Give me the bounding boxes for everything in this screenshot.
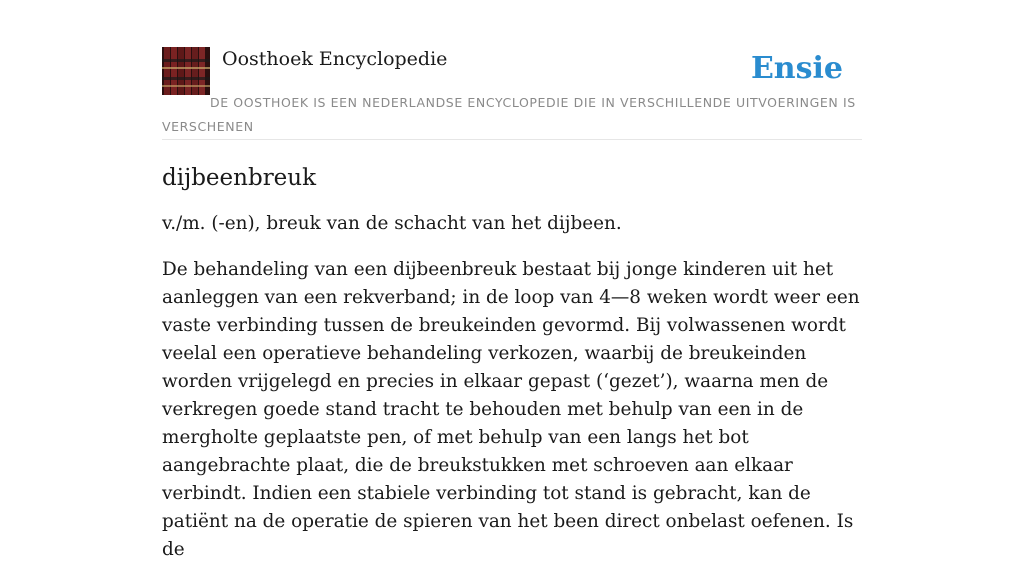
site-header: [162, 47, 862, 140]
site-name[interactable]: Oosthoek Encyclopedie: [222, 48, 448, 70]
article-title: dijbeenbreuk: [162, 165, 317, 191]
article-definition: v./m. (-en), breuk van de schacht van het dijbeen.: [162, 213, 622, 234]
books-icon: [162, 47, 210, 95]
article-paragraph: De behandeling van een dijbeenbreuk bestaat bij jonge kinderen uit het aanleggen van een rekverband; in de loop van 4—8 weken wordt weer een vaste verbinding tussen de breukeinden gevormd. Bij volwassenen wordt veelal een operatieve behandeling verkozen, waarbij de breukeinden worden vrijgelegd en precies in elkaar gepast (‘gezet’), waarna men de verkregen goede stand tracht te behouden met behulp van een in de mergholte geplaatste pen, of met behulp van een langs het bot aangebrachte plaat, die de breukstukken met schroeven aan elkaar verbindt. Indien een stabiele verbinding tot stand is gebracht, kan de patiënt na de operatie de spieren van het been direct onbelast oefenen. Is de: [162, 259, 860, 560]
article: [162, 160, 862, 564]
ensie-logo[interactable]: Ensie: [750, 51, 843, 86]
encyclopedia-avatar-icon[interactable]: [162, 47, 210, 95]
site-tagline: DE OOSTHOEK IS EEN NEDERLANDSE ENCYCLOPEDIE DIE IN VERSCHILLENDE UITVOERINGEN IS VERSCHENEN: [162, 95, 856, 134]
